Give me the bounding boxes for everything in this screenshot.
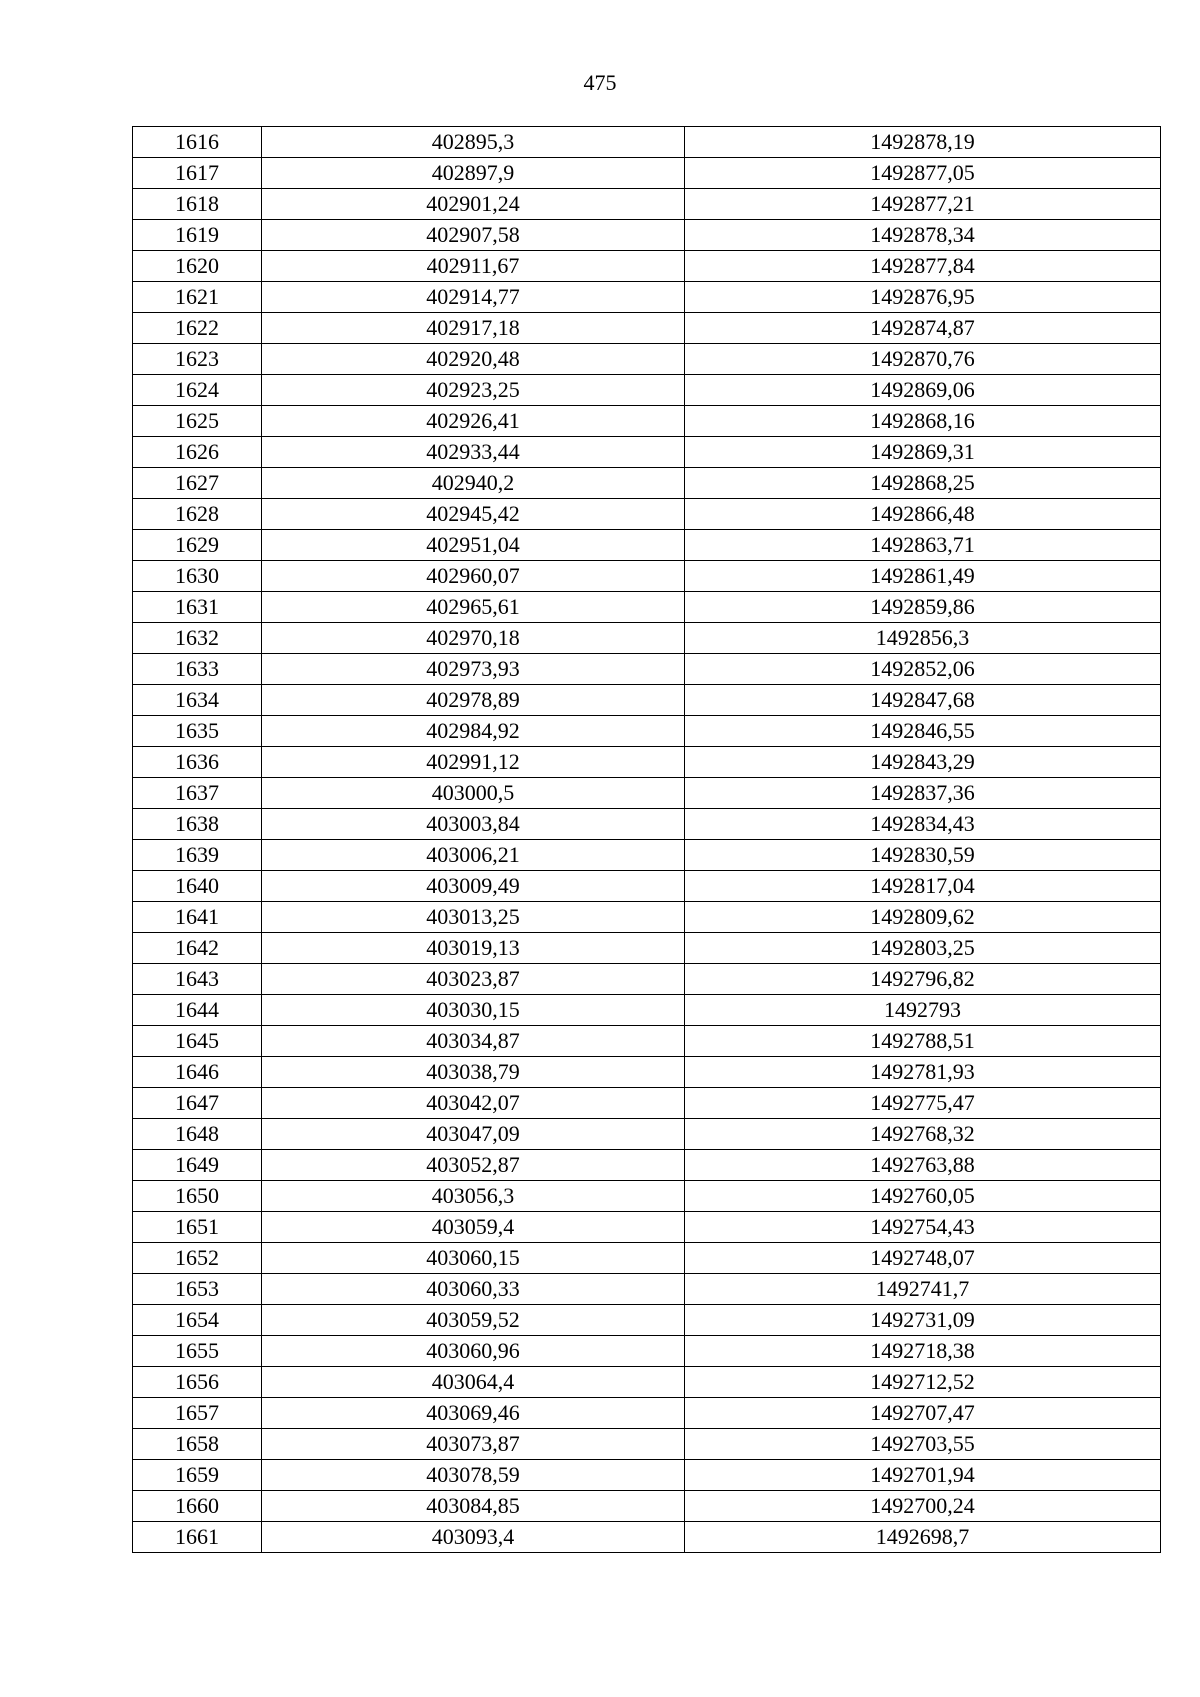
table-row <box>133 158 1161 189</box>
x-coordinate-cell: 403023,87 <box>262 964 685 995</box>
point-number-cell: 1627 <box>133 468 262 499</box>
x-coordinate-cell: 402914,77 <box>262 282 685 313</box>
x-coordinate-cell: 403030,15 <box>262 995 685 1026</box>
table-row <box>133 1026 1161 1057</box>
table-row <box>133 654 1161 685</box>
table-row <box>133 468 1161 499</box>
y-coordinate-cell: 1492877,21 <box>685 189 1161 220</box>
point-number-cell: 1639 <box>133 840 262 871</box>
x-coordinate-cell: 403047,09 <box>262 1119 685 1150</box>
point-number-cell: 1652 <box>133 1243 262 1274</box>
point-number-cell: 1628 <box>133 499 262 530</box>
x-coordinate-cell: 402933,44 <box>262 437 685 468</box>
table-row <box>133 1088 1161 1119</box>
point-number-cell: 1620 <box>133 251 262 282</box>
y-coordinate-cell: 1492698,7 <box>685 1522 1161 1553</box>
point-number-cell: 1616 <box>133 127 262 158</box>
y-coordinate-cell: 1492878,34 <box>685 220 1161 251</box>
table-row <box>133 1274 1161 1305</box>
point-number-cell: 1626 <box>133 437 262 468</box>
y-coordinate-cell: 1492741,7 <box>685 1274 1161 1305</box>
table-row <box>133 592 1161 623</box>
y-coordinate-cell: 1492876,95 <box>685 282 1161 313</box>
table-row <box>133 778 1161 809</box>
y-coordinate-cell: 1492866,48 <box>685 499 1161 530</box>
y-coordinate-cell: 1492830,59 <box>685 840 1161 871</box>
x-coordinate-cell: 402920,48 <box>262 344 685 375</box>
x-coordinate-cell: 402984,92 <box>262 716 685 747</box>
y-coordinate-cell: 1492869,31 <box>685 437 1161 468</box>
point-number-cell: 1649 <box>133 1150 262 1181</box>
y-coordinate-cell: 1492701,94 <box>685 1460 1161 1491</box>
x-coordinate-cell: 402911,67 <box>262 251 685 282</box>
point-number-cell: 1645 <box>133 1026 262 1057</box>
x-coordinate-cell: 403019,13 <box>262 933 685 964</box>
table-row <box>133 561 1161 592</box>
table-row <box>133 375 1161 406</box>
point-number-cell: 1656 <box>133 1367 262 1398</box>
table-row <box>133 189 1161 220</box>
point-number-cell: 1624 <box>133 375 262 406</box>
point-number-cell: 1632 <box>133 623 262 654</box>
coordinates-table-body <box>133 127 1161 1553</box>
y-coordinate-cell: 1492856,3 <box>685 623 1161 654</box>
table-row <box>133 840 1161 871</box>
x-coordinate-cell: 402917,18 <box>262 313 685 344</box>
point-number-cell: 1617 <box>133 158 262 189</box>
y-coordinate-cell: 1492869,06 <box>685 375 1161 406</box>
point-number-cell: 1635 <box>133 716 262 747</box>
table-row <box>133 282 1161 313</box>
x-coordinate-cell: 403064,4 <box>262 1367 685 1398</box>
y-coordinate-cell: 1492809,62 <box>685 902 1161 933</box>
point-number-cell: 1631 <box>133 592 262 623</box>
y-coordinate-cell: 1492846,55 <box>685 716 1161 747</box>
y-coordinate-cell: 1492803,25 <box>685 933 1161 964</box>
table-row <box>133 406 1161 437</box>
x-coordinate-cell: 402960,07 <box>262 561 685 592</box>
y-coordinate-cell: 1492843,29 <box>685 747 1161 778</box>
x-coordinate-cell: 403034,87 <box>262 1026 685 1057</box>
point-number-cell: 1630 <box>133 561 262 592</box>
x-coordinate-cell: 403060,15 <box>262 1243 685 1274</box>
table-row <box>133 1212 1161 1243</box>
x-coordinate-cell: 403006,21 <box>262 840 685 871</box>
y-coordinate-cell: 1492877,05 <box>685 158 1161 189</box>
table-row <box>133 220 1161 251</box>
y-coordinate-cell: 1492781,93 <box>685 1057 1161 1088</box>
x-coordinate-cell: 403009,49 <box>262 871 685 902</box>
table-row <box>133 1460 1161 1491</box>
x-coordinate-cell: 402926,41 <box>262 406 685 437</box>
y-coordinate-cell: 1492877,84 <box>685 251 1161 282</box>
table-row <box>133 1181 1161 1212</box>
table-row <box>133 313 1161 344</box>
x-coordinate-cell: 402991,12 <box>262 747 685 778</box>
point-number-cell: 1629 <box>133 530 262 561</box>
y-coordinate-cell: 1492861,49 <box>685 561 1161 592</box>
x-coordinate-cell: 403078,59 <box>262 1460 685 1491</box>
x-coordinate-cell: 402978,89 <box>262 685 685 716</box>
x-coordinate-cell: 403000,5 <box>262 778 685 809</box>
x-coordinate-cell: 402895,3 <box>262 127 685 158</box>
x-coordinate-cell: 402951,04 <box>262 530 685 561</box>
table-row <box>133 1336 1161 1367</box>
point-number-cell: 1659 <box>133 1460 262 1491</box>
table-row <box>133 685 1161 716</box>
table-row <box>133 437 1161 468</box>
point-number-cell: 1647 <box>133 1088 262 1119</box>
table-row <box>133 1150 1161 1181</box>
point-number-cell: 1655 <box>133 1336 262 1367</box>
x-coordinate-cell: 402965,61 <box>262 592 685 623</box>
table-row <box>133 1243 1161 1274</box>
point-number-cell: 1637 <box>133 778 262 809</box>
table-row <box>133 1429 1161 1460</box>
table-row <box>133 127 1161 158</box>
table-row <box>133 251 1161 282</box>
point-number-cell: 1643 <box>133 964 262 995</box>
y-coordinate-cell: 1492768,32 <box>685 1119 1161 1150</box>
y-coordinate-cell: 1492834,43 <box>685 809 1161 840</box>
y-coordinate-cell: 1492837,36 <box>685 778 1161 809</box>
point-number-cell: 1640 <box>133 871 262 902</box>
table-row <box>133 933 1161 964</box>
x-coordinate-cell: 403042,07 <box>262 1088 685 1119</box>
y-coordinate-cell: 1492760,05 <box>685 1181 1161 1212</box>
x-coordinate-cell: 403003,84 <box>262 809 685 840</box>
point-number-cell: 1657 <box>133 1398 262 1429</box>
point-number-cell: 1622 <box>133 313 262 344</box>
point-number-cell: 1633 <box>133 654 262 685</box>
y-coordinate-cell: 1492700,24 <box>685 1491 1161 1522</box>
x-coordinate-cell: 402973,93 <box>262 654 685 685</box>
point-number-cell: 1661 <box>133 1522 262 1553</box>
y-coordinate-cell: 1492788,51 <box>685 1026 1161 1057</box>
point-number-cell: 1646 <box>133 1057 262 1088</box>
table-row <box>133 1522 1161 1553</box>
y-coordinate-cell: 1492817,04 <box>685 871 1161 902</box>
x-coordinate-cell: 403038,79 <box>262 1057 685 1088</box>
table-row <box>133 344 1161 375</box>
page-number: 475 <box>583 70 617 95</box>
table-row <box>133 1398 1161 1429</box>
point-number-cell: 1650 <box>133 1181 262 1212</box>
table-row <box>133 1057 1161 1088</box>
y-coordinate-cell: 1492863,71 <box>685 530 1161 561</box>
point-number-cell: 1618 <box>133 189 262 220</box>
y-coordinate-cell: 1492707,47 <box>685 1398 1161 1429</box>
y-coordinate-cell: 1492847,68 <box>685 685 1161 716</box>
x-coordinate-cell: 403059,52 <box>262 1305 685 1336</box>
x-coordinate-cell: 403052,87 <box>262 1150 685 1181</box>
x-coordinate-cell: 402897,9 <box>262 158 685 189</box>
y-coordinate-cell: 1492703,55 <box>685 1429 1161 1460</box>
point-number-cell: 1648 <box>133 1119 262 1150</box>
table-row <box>133 747 1161 778</box>
table-row <box>133 716 1161 747</box>
point-number-cell: 1660 <box>133 1491 262 1522</box>
y-coordinate-cell: 1492796,82 <box>685 964 1161 995</box>
x-coordinate-cell: 402901,24 <box>262 189 685 220</box>
x-coordinate-cell: 403013,25 <box>262 902 685 933</box>
point-number-cell: 1636 <box>133 747 262 778</box>
x-coordinate-cell: 403056,3 <box>262 1181 685 1212</box>
point-number-cell: 1641 <box>133 902 262 933</box>
table-row <box>133 1305 1161 1336</box>
table-row <box>133 995 1161 1026</box>
table-row <box>133 1491 1161 1522</box>
x-coordinate-cell: 403084,85 <box>262 1491 685 1522</box>
point-number-cell: 1654 <box>133 1305 262 1336</box>
y-coordinate-cell: 1492748,07 <box>685 1243 1161 1274</box>
point-number-cell: 1625 <box>133 406 262 437</box>
x-coordinate-cell: 403073,87 <box>262 1429 685 1460</box>
x-coordinate-cell: 402907,58 <box>262 220 685 251</box>
table-row <box>133 499 1161 530</box>
x-coordinate-cell: 403059,4 <box>262 1212 685 1243</box>
y-coordinate-cell: 1492754,43 <box>685 1212 1161 1243</box>
x-coordinate-cell: 402945,42 <box>262 499 685 530</box>
coordinates-table <box>132 126 1161 1553</box>
point-number-cell: 1651 <box>133 1212 262 1243</box>
table-row <box>133 809 1161 840</box>
x-coordinate-cell: 403069,46 <box>262 1398 685 1429</box>
table-row <box>133 902 1161 933</box>
y-coordinate-cell: 1492874,87 <box>685 313 1161 344</box>
y-coordinate-cell: 1492718,38 <box>685 1336 1161 1367</box>
x-coordinate-cell: 403060,96 <box>262 1336 685 1367</box>
y-coordinate-cell: 1492731,09 <box>685 1305 1161 1336</box>
table-row <box>133 530 1161 561</box>
table-row <box>133 623 1161 654</box>
x-coordinate-cell: 402940,2 <box>262 468 685 499</box>
y-coordinate-cell: 1492870,76 <box>685 344 1161 375</box>
point-number-cell: 1658 <box>133 1429 262 1460</box>
y-coordinate-cell: 1492868,25 <box>685 468 1161 499</box>
point-number-cell: 1642 <box>133 933 262 964</box>
point-number-cell: 1638 <box>133 809 262 840</box>
point-number-cell: 1653 <box>133 1274 262 1305</box>
point-number-cell: 1623 <box>133 344 262 375</box>
table-row <box>133 1367 1161 1398</box>
x-coordinate-cell: 403093,4 <box>262 1522 685 1553</box>
y-coordinate-cell: 1492763,88 <box>685 1150 1161 1181</box>
x-coordinate-cell: 402923,25 <box>262 375 685 406</box>
point-number-cell: 1634 <box>133 685 262 716</box>
table-row <box>133 964 1161 995</box>
table-row <box>133 1119 1161 1150</box>
y-coordinate-cell: 1492712,52 <box>685 1367 1161 1398</box>
y-coordinate-cell: 1492878,19 <box>685 127 1161 158</box>
y-coordinate-cell: 1492793 <box>685 995 1161 1026</box>
point-number-cell: 1619 <box>133 220 262 251</box>
y-coordinate-cell: 1492859,86 <box>685 592 1161 623</box>
x-coordinate-cell: 403060,33 <box>262 1274 685 1305</box>
point-number-cell: 1644 <box>133 995 262 1026</box>
point-number-cell: 1621 <box>133 282 262 313</box>
table-row <box>133 871 1161 902</box>
y-coordinate-cell: 1492852,06 <box>685 654 1161 685</box>
y-coordinate-cell: 1492868,16 <box>685 406 1161 437</box>
y-coordinate-cell: 1492775,47 <box>685 1088 1161 1119</box>
x-coordinate-cell: 402970,18 <box>262 623 685 654</box>
